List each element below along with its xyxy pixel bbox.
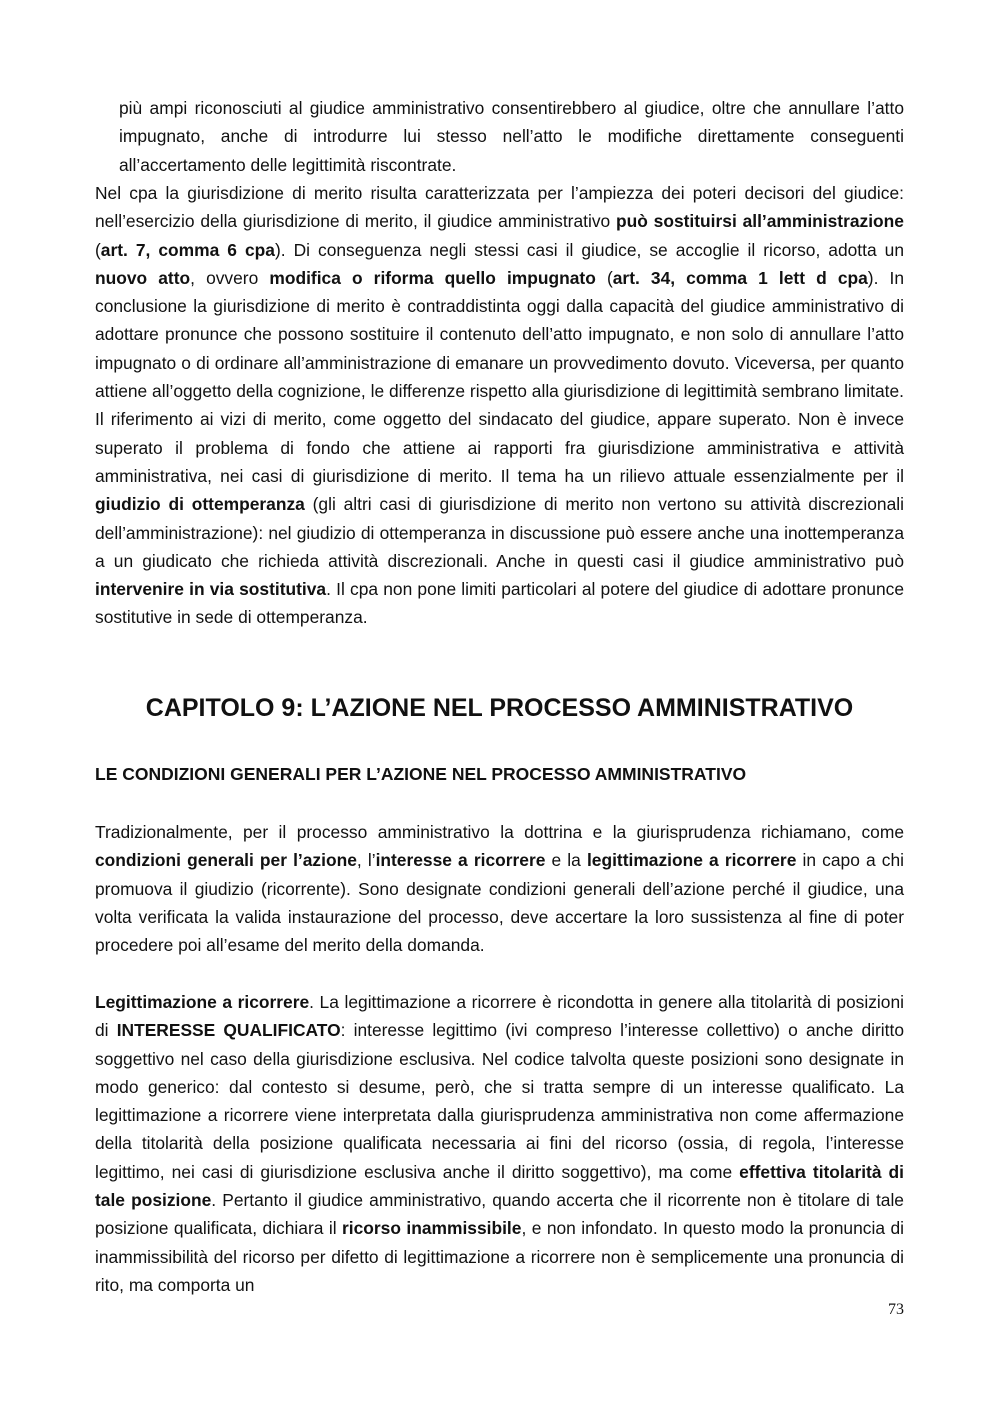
trad-text-1: Tradizionalmente, per il processo amministrativo la dottrina e la giurisprudenza richiamano, come — [95, 822, 904, 842]
legit-bold-1: Legittimazione a ricorrere — [95, 992, 310, 1012]
trad-text-3: e la — [545, 850, 587, 871]
merito-paragraph — [95, 179, 904, 632]
tradizionalmente-paragraph — [95, 818, 904, 959]
legit-text-2: : interesse legittimo (ivi compreso l’interesse collettivo) o anche diritto soggettivo nel caso della giurisdizione esclusiva. Nel codice talvolta queste posizioni sono designate in modo generico: dal contesto si desume, però, che si tratta sempre di un interesse qualificato. La legittimazione a ricorrere viene interpretata dalla giurisprudenza amministrativa non come affermazione della titolarità della posizione qualificata necessaria ai fini del ricorso (ossia, di regola, l’interesse legittimo, nei casi di giurisdizione esclusiva anche il diritto soggettivo), ma come — [95, 1020, 904, 1182]
legit-bold-3: effettiva titolarità di tale posizione — [95, 1161, 904, 1211]
trad-text-4: in capo a chi promuova il giudizio (ricorrente). Sono designate condizioni generali dell’azione perché il giudice, una volta verificata la valida instaurazione del processo, deve accertare la loro sussistenza al fine di poter procedere poi all’esame del merito della domanda. — [95, 850, 905, 956]
merito-bold-4: modifica o riforma quello impugnato — [269, 267, 596, 288]
legit-text-1: . La legittimazione a ricorrere è ricondotta in genere alla titolarità di posizioni di — [95, 992, 905, 1041]
merito-text-3: ). Di conseguenza negli stessi casi il giudice, se accoglie il ricorso, adotta un — [274, 239, 904, 260]
trad-bold-3: legittimazione a ricorrere — [586, 850, 797, 871]
merito-bold-5: art. 34, comma 1 lett d cpa — [612, 267, 868, 288]
merito-text-4: , ovvero — [190, 267, 270, 288]
merito-text-6: ). In conclusione la giurisdizione di merito è contraddistinta oggi dalla capacità del giudice amministrativo di adottare pronunce che possono sostituire il contenuto dell’atto impugnato, e non solo di annullare l’atto impugnato o di ordinare all’amministrazione di emanare un provvedimento dovuto. Viceversa, per quanto attiene all’oggetto della cognizione, le differenze rispetto alla giurisdizione di legittimità sembrano limitate. Il riferimento ai vizi di merito, come oggetto del sindacato del giudice, appare superato. Non è invece superato il problema di fondo che attiene ai rapporti fra giurisdizione amministrativa e attività amministrativa, nei casi di giurisdizione di merito. Il tema ha un rilievo attuale essenzialmente per il — [95, 267, 904, 486]
trad-bold-1: condizioni generali per l’azione — [95, 850, 357, 871]
merito-text-8: . Il cpa non pone limiti particolari al potere del giudice di adottare pronunce sostitutive in sede di ottemperanza. — [95, 579, 904, 628]
intro-text: più ampi riconosciuti al giudice amministrativo consentirebbero al giudice, oltre che annullare l’atto impugnato, anche di introdurre lui stesso nell’atto le modifiche direttamente conseguenti all’accertamento delle legittimità riscontrate. — [119, 98, 904, 175]
merito-bold-6: giudizio di ottemperanza — [95, 494, 305, 515]
trad-bold-2: interesse a ricorrere — [375, 850, 546, 871]
chapter-title: CAPITOLO 9: L’AZIONE NEL PROCESSO AMMINISTRATIVO — [145, 694, 854, 722]
trad-text-2: , l’ — [356, 850, 376, 871]
intro-paragraph — [119, 94, 904, 179]
legit-text-3: . Pertanto il giudice amministrativo, quando accerta che il ricorrente non è titolare di tale posizione qualificata, dichiara il — [95, 1190, 904, 1239]
merito-bold-2: art. 7, comma 6 cpa — [100, 239, 275, 260]
merito-text-1: Nel cpa la giurisdizione di merito risulta caratterizzata per l’ampiezza dei poteri decisori del giudice: nell’esercizio della giurisdizione di merito, il giudice amministrativo — [95, 183, 904, 232]
legittimazione-paragraph — [95, 988, 904, 1299]
merito-bold-1: può sostituirsi all’amministrazione — [616, 211, 904, 232]
legit-bold-2: INTERESSE QUALIFICATO — [116, 1020, 341, 1041]
merito-text-5: ( — [595, 267, 613, 288]
merito-bold-7: intervenire in via sostitutiva — [95, 579, 327, 600]
merito-bold-3: nuovo atto — [95, 267, 191, 288]
legit-text-4: , e non infondato. In questo modo la pronuncia di inammissibilità del ricorso per difetto di legittimazione a ricorrere non è semplicemente una pronuncia di rito, ma comporta un — [95, 1218, 904, 1295]
legit-bold-4: ricorso inammissibile — [342, 1218, 522, 1239]
page-number: 73 — [888, 1301, 904, 1318]
section-title: LE CONDIZIONI GENERALI PER L’AZIONE NEL PROCESSO AMMINISTRATIVO — [95, 764, 747, 784]
merito-text-2: ( — [95, 239, 101, 260]
merito-text-7: (gli altri casi di giurisdizione di merito non vertono su attività discrezionali dell’amministrazione): nel giudizio di ottemperanza in discussione può essere anche una inottemperanza a un giudicato che richieda attività discrezionali. Anche in questi casi il giudice amministrativo può — [95, 494, 904, 571]
